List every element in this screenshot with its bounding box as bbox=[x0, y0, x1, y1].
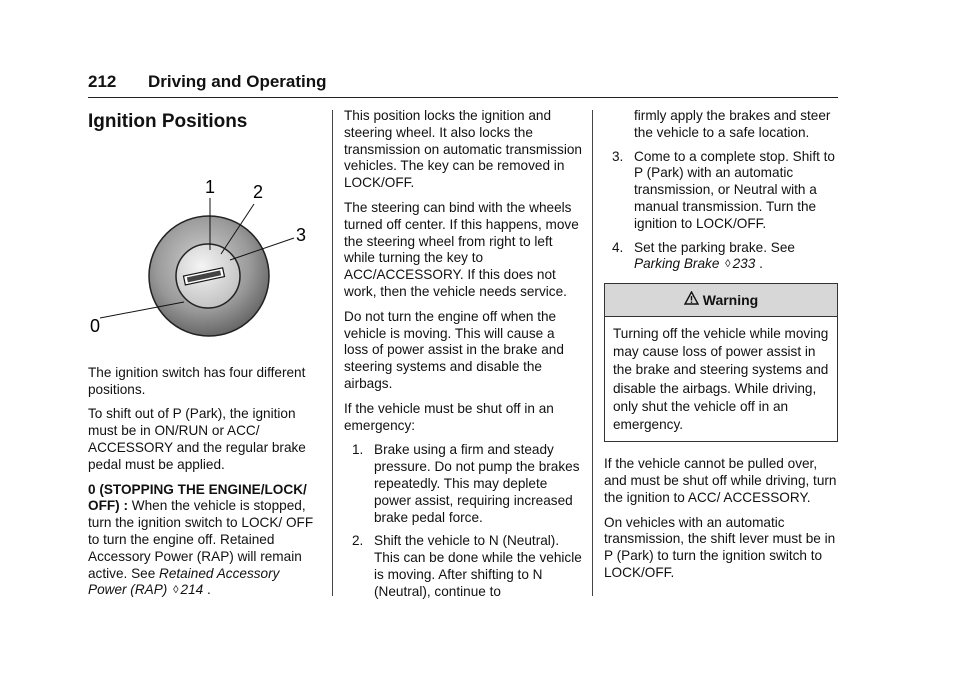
cross-reference-page[interactable]: 233 bbox=[732, 256, 756, 272]
step-continuation: firmly apply the brakes and steer the vehicle to a safe location. bbox=[634, 108, 831, 140]
paragraph: On vehicles with an automatic transmission, the shift lever must be in P (Park) to turn the ignition switch to LOCK/OFF. bbox=[604, 514, 836, 580]
column-divider-left bbox=[332, 110, 333, 596]
list-item bbox=[344, 533, 582, 600]
section-heading: Ignition Positions bbox=[88, 111, 248, 132]
term-label: 0 (STOPPING THE ENGINE/LOCK/ OFF) : bbox=[88, 481, 307, 514]
step-number: 2. bbox=[352, 533, 364, 549]
paragraph: To shift out of P (Park), the ignition must be in ON/RUN or ACC/ ACCESSORY and the regular brake pedal must be applied. bbox=[88, 406, 306, 472]
ignition-switch-diagram bbox=[88, 134, 320, 354]
paragraph-text: When the vehicle is stopped, turn the ignition switch to LOCK/ OFF to turn the engine off. Retained Accessory Power (RAP) will remain active. See bbox=[88, 498, 314, 581]
paragraph-text: . bbox=[203, 582, 211, 598]
list-item bbox=[604, 240, 838, 274]
position-label-1: 1 bbox=[205, 177, 216, 197]
step-text: Brake using a firm and steady pressure. Do not pump the brakes repeatedly. This may deplete power assist, requiring increased brake pedal force. bbox=[374, 442, 580, 525]
paragraph: The ignition switch has four different positions. bbox=[88, 364, 306, 397]
paragraph bbox=[88, 482, 320, 600]
step-text: . bbox=[755, 256, 763, 272]
column-divider-right bbox=[592, 110, 593, 596]
cross-reference-link[interactable]: Parking Brake bbox=[634, 256, 720, 272]
position-label-3: 3 bbox=[296, 225, 307, 245]
warning-text: Turning off the vehicle while moving may cause loss of power assist in the brake and steering systems and disable the airbags. While driving, only shut the vehicle off in an emergency. bbox=[613, 325, 829, 432]
steps-list bbox=[604, 149, 838, 274]
cross-reference-link[interactable]: Retained Accessory Power (RAP) bbox=[88, 565, 280, 598]
paragraph: This position locks the ignition and steering wheel. It also locks the transmission on automatic transmission vehicles. The key can be removed in LOCK/OFF. bbox=[344, 108, 582, 191]
warning-title: Warning bbox=[702, 292, 759, 309]
page-ref-icon: ◊ bbox=[725, 258, 731, 271]
paragraph: The steering can bind with the wheels turned off center. If this happens, move the steering wheel from right to left while turning the key to ACC/ACCESSORY. If this does not work, then the vehicle needs service. bbox=[344, 199, 579, 299]
step-number: 1. bbox=[352, 442, 364, 458]
position-label-0: 0 bbox=[90, 316, 101, 336]
step-number: 4. bbox=[612, 239, 624, 255]
warning-icon bbox=[684, 291, 699, 309]
position-label-2: 2 bbox=[253, 182, 264, 202]
step-number: 3. bbox=[612, 148, 624, 164]
list-item bbox=[344, 442, 582, 526]
page-ref-icon: ◊ bbox=[173, 584, 179, 597]
page-header bbox=[88, 70, 838, 98]
paragraph: If the vehicle cannot be pulled over, and must be shut off while driving, turn the ignition to ACC/ ACCESSORY. bbox=[604, 456, 837, 505]
paragraph: If the vehicle must be shut off in an emergency: bbox=[344, 400, 554, 433]
list-item bbox=[604, 149, 838, 233]
column-2 bbox=[344, 108, 582, 609]
step-text: Shift the vehicle to N (Neutral). This can be done while the vehicle is moving. After shifting to N (Neutral), continue to bbox=[374, 533, 582, 599]
paragraph: Do not turn the engine off when the vehicle is moving. This will cause a loss of power assist in the brake and steering systems and disable the airbags. bbox=[344, 308, 564, 391]
column-1 bbox=[88, 108, 320, 607]
step-text: Set the parking brake. See bbox=[634, 239, 795, 255]
page-number: 212 bbox=[88, 72, 117, 91]
warning-header bbox=[605, 284, 837, 317]
section-title: Driving and Operating bbox=[148, 72, 327, 91]
steps-list bbox=[344, 442, 582, 600]
warning-box bbox=[604, 283, 838, 442]
step-text: Come to a complete stop. Shift to P (Park) with an automatic transmission, or Neutral with a manual transmission. Turn the ignition to LOCK/OFF. bbox=[634, 148, 835, 231]
column-3 bbox=[604, 108, 838, 590]
cross-reference-page[interactable]: 214 bbox=[180, 582, 204, 598]
